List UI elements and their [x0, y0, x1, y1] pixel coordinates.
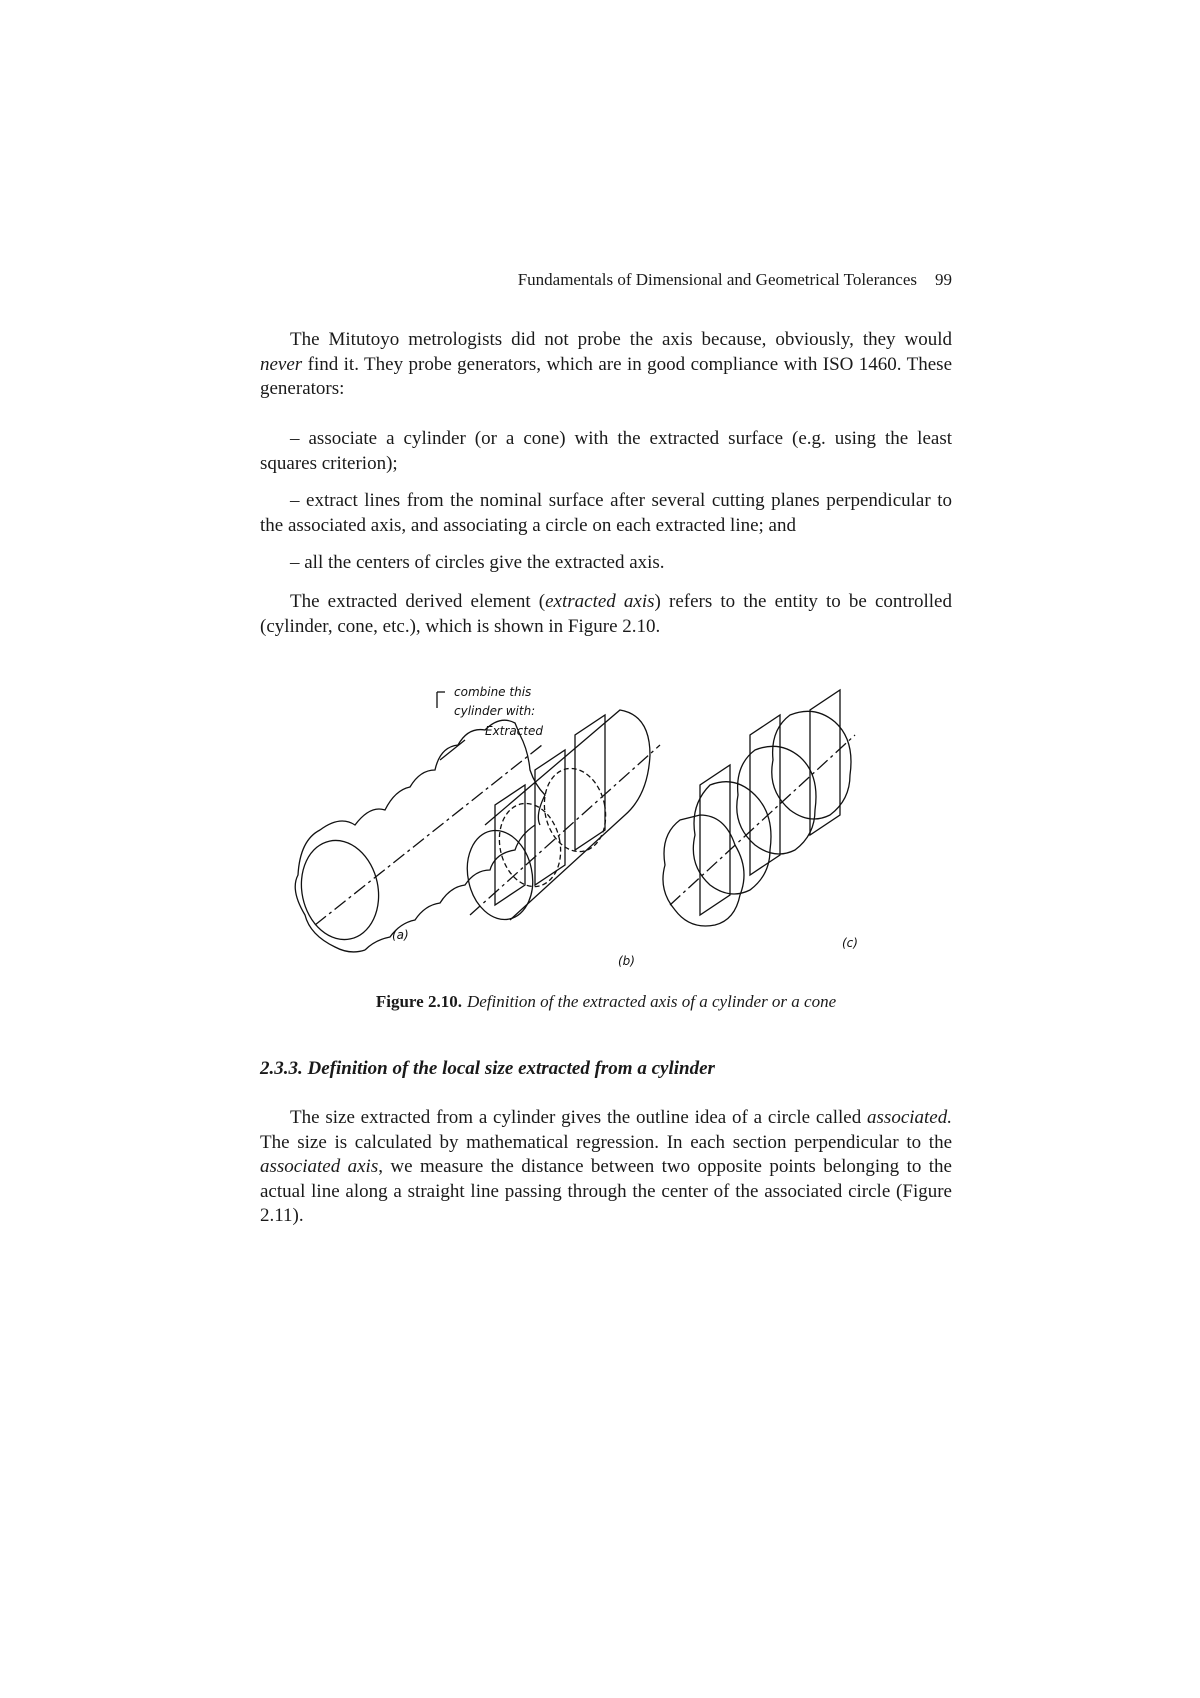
paragraph-3-emphasis-1: associated.: [867, 1107, 952, 1128]
cylinder-b-outline: [485, 710, 650, 920]
running-header: [260, 270, 952, 290]
cylinder-b-front-end: [459, 824, 540, 925]
section-heading: 2.3.3. Definition of the local size extracted from a cylinder: [260, 1058, 715, 1079]
paragraph-2-text-a: The extracted derived element (: [290, 591, 546, 612]
paragraph-1: [260, 328, 952, 402]
figure-caption: [260, 992, 952, 1012]
annotation-text-3: Extracted: [485, 724, 543, 738]
caption-number: Figure 2.10.: [375, 992, 462, 1011]
annotation-pointer: [440, 740, 465, 760]
cylinder-c-axis: [670, 735, 855, 905]
paragraph-3-text-b: The size is calculated by mathematical regression. In each section perpendicular to the: [260, 1131, 952, 1153]
label-c: (c): [842, 936, 858, 950]
figure-2-10: [280, 675, 930, 975]
paragraph-3-text-a: The size extracted from a cylinder gives the outline idea of a circle called: [290, 1107, 868, 1128]
label-b: (b): [618, 954, 635, 968]
label-a: (a): [392, 928, 409, 942]
running-title: Fundamentals of Dimensional and Geometrical Tolerances: [517, 270, 917, 289]
cylinder-a-wavy-outline: [295, 720, 545, 952]
cylinder-a-front-end: [292, 833, 387, 947]
cylinder-a-axis: [315, 745, 542, 925]
paragraph-1-text-b: find it. They probe generators, which are in good compliance with ISO 1460. These generators:: [260, 353, 952, 399]
list-item: – all the centers of circles give the extracted axis.: [290, 552, 665, 573]
paragraph-3-emphasis-2: associated axis: [260, 1156, 379, 1177]
paragraph-2-emphasis: extracted axis: [545, 591, 655, 612]
paragraph-1-text-a: The Mitutoyo metrologists did not probe the axis because, obviously, they would: [290, 329, 952, 350]
annotation-text-1: combine this: [454, 685, 532, 699]
list-item: – extract lines from the nominal surface after several cutting planes perpendicular to the associated axis, and associating a circle on each extracted line; and: [260, 490, 952, 536]
annotation-text-2: cylinder with:: [454, 704, 536, 718]
paragraph-2-text-b: ) refers to the entity to be controlled (cylinder, cone, etc.), which is shown in Figure 2.10.: [260, 591, 952, 637]
extracted-axis-diagram: [280, 675, 930, 975]
paragraph-2: [260, 590, 952, 639]
list-item: – associate a cylinder (or a cone) with the extracted surface (e.g. using the least squares criterion);: [260, 428, 952, 474]
extracted-line-c3: [737, 746, 816, 854]
extracted-line-c4: [772, 711, 851, 819]
caption-text: Definition of the extracted axis of a cylinder or a cone: [466, 992, 837, 1011]
paragraph-3-text-c: , we measure the distance between two opposite points belonging to the actual line along a straight line passing through the center of the associated circle (Figure 2.11).: [260, 1156, 952, 1226]
page-number: 99: [935, 270, 952, 289]
paragraph-3: [260, 1106, 952, 1229]
extracted-line-c1: [663, 815, 744, 926]
paragraph-1-emphasis: never: [260, 353, 303, 375]
generator-list: [260, 427, 952, 589]
